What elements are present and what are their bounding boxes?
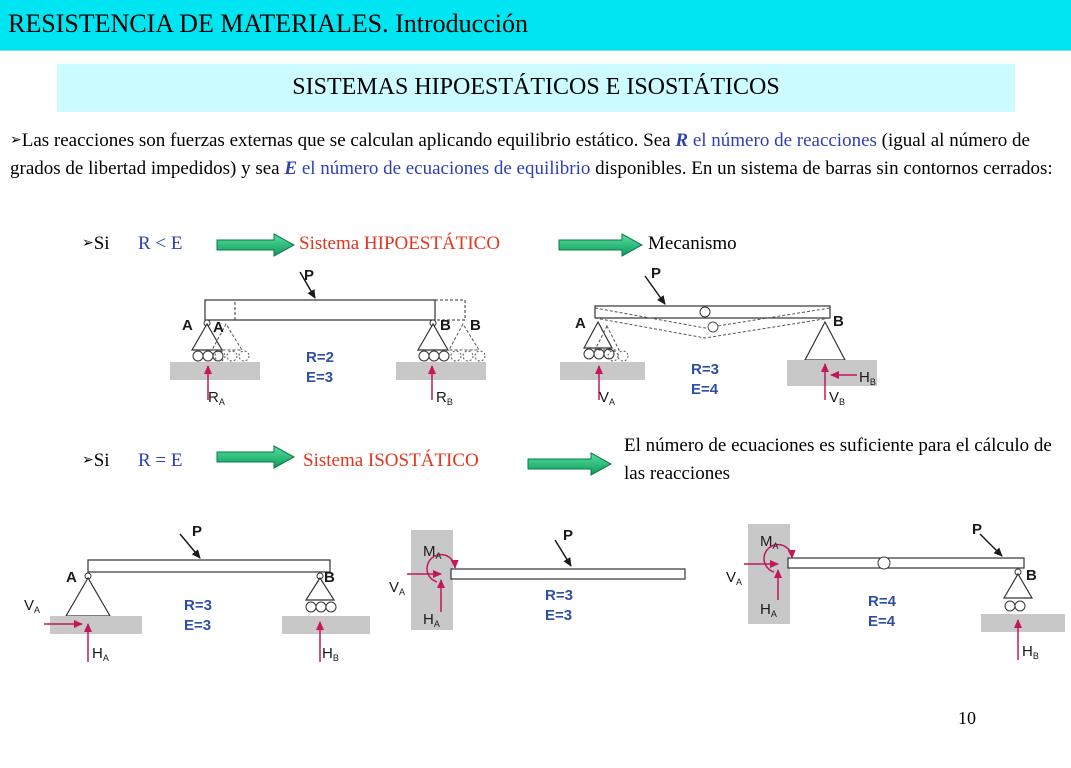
ground [981, 614, 1065, 632]
page-number: 10 [958, 708, 976, 728]
figure-isostatic-beam [10, 520, 380, 670]
figure-mechanism [555, 262, 895, 412]
reaction-ha-label: $H_A$ [423, 611, 440, 629]
reaction-ha-label: $H_A$ [760, 601, 777, 619]
intro-text-2: el número de reacciones [688, 130, 877, 151]
green-arrow-icon [216, 232, 296, 260]
r-count: R=2 [306, 349, 334, 366]
intro-text-4: el número de ecuaciones de equilibrio [297, 158, 591, 179]
support-b-displaced-label: B [470, 317, 481, 334]
e-count: E=3 [306, 369, 334, 386]
reaction-a-label: $R_A$ [208, 389, 225, 407]
hinge-icon [700, 307, 710, 317]
reaction-va-label: $V_A$ [389, 579, 406, 597]
beam [595, 306, 830, 318]
case2-condition: R = E [138, 450, 183, 471]
load-label: P [651, 265, 662, 282]
reaction-vb-label: $V_B$ [829, 389, 846, 407]
support-a-label: A [182, 317, 193, 334]
header-bar [0, 0, 1071, 51]
r-count: R=4 [868, 593, 896, 610]
load-label: P [563, 527, 574, 544]
figure-cantilever-hinge [722, 520, 1067, 670]
case1-si: ➢Si [82, 233, 110, 254]
moment-ma-label: $M_A$ [760, 533, 779, 551]
case1-result: Sistema HIPOESTÁTICO [299, 233, 501, 254]
bullet-arrow-icon: ➢ [82, 452, 94, 468]
support-b-label: B [440, 317, 451, 334]
support-b-label: B [833, 313, 844, 330]
support-b-label: B [1026, 567, 1037, 584]
reaction-hb-label: $H_B$ [859, 369, 876, 387]
reaction-ha-label: $H_A$ [92, 645, 109, 663]
reaction-hb-label: $H_B$ [322, 645, 339, 663]
figure-cantilever [385, 520, 695, 670]
bullet-arrow-icon: ➢ [82, 235, 94, 251]
reaction-b-label: $R_B$ [436, 389, 453, 407]
load-label: P [304, 267, 315, 284]
ground [50, 616, 142, 634]
intro-E: E [284, 158, 298, 179]
support-a-label: A [575, 315, 586, 332]
reaction-va-label: $V_A$ [599, 389, 616, 407]
hinge-icon [878, 557, 890, 569]
displaced-beam [235, 300, 465, 320]
load-label: P [972, 521, 983, 538]
green-arrow-icon [527, 451, 613, 479]
green-arrow-icon [558, 232, 644, 260]
support-b-label: B [324, 569, 335, 586]
moment-ma-label: $M_A$ [423, 543, 442, 561]
beam [205, 300, 435, 320]
case1-condition: R < E [138, 233, 183, 254]
ground [170, 362, 260, 380]
intro-text-5: disponibles. En un sistema de barras sin contornos cerrados: [590, 158, 1053, 179]
case2-consequence: El número de ecuaciones es suficiente para el cálculo de las reacciones [624, 435, 1052, 484]
figure-hypostatic-beam [160, 262, 500, 412]
intro-paragraph [10, 126, 1060, 183]
case2-si: ➢Si [82, 450, 110, 471]
section-title: SISTEMAS HIPOESTÁTICOS E ISOSTÁTICOS [292, 74, 780, 100]
intro-text-3: (igual al número de grados de libertad impedidos) y sea [10, 130, 1030, 179]
r-count: R=3 [184, 597, 212, 614]
reaction-va-label: $V_A$ [726, 569, 743, 587]
e-count: E=3 [184, 617, 212, 634]
r-count: R=3 [545, 587, 573, 604]
load-label: P [192, 523, 203, 540]
support-a-displaced-label: A [213, 319, 224, 336]
support-a-label: A [66, 569, 77, 586]
r-count: R=3 [691, 361, 719, 378]
e-count: E=3 [545, 607, 573, 624]
beam [88, 560, 330, 572]
case2-result: Sistema ISOSTÁTICO [303, 450, 479, 471]
case1-consequence: Mecanismo [648, 233, 737, 254]
intro-R: R [675, 130, 689, 151]
green-arrow-icon [216, 444, 296, 472]
subtitle-box [57, 64, 1015, 112]
bullet-arrow-icon: ➢ [10, 132, 22, 148]
reaction-va-label: $V_A$ [24, 597, 41, 615]
e-count: E=4 [868, 613, 896, 630]
beam [451, 569, 685, 579]
beam [788, 558, 1024, 568]
e-count: E=4 [691, 381, 719, 398]
intro-text-1: Las reacciones son fuerzas externas que se calculan aplicando equilibrio estático. Sea [21, 130, 676, 151]
ground [560, 362, 645, 380]
reaction-hb-label: $H_B$ [1022, 643, 1039, 661]
load-arrow-icon [980, 534, 1002, 556]
page-title: RESISTENCIA DE MATERIALES. Introducción [8, 9, 528, 38]
